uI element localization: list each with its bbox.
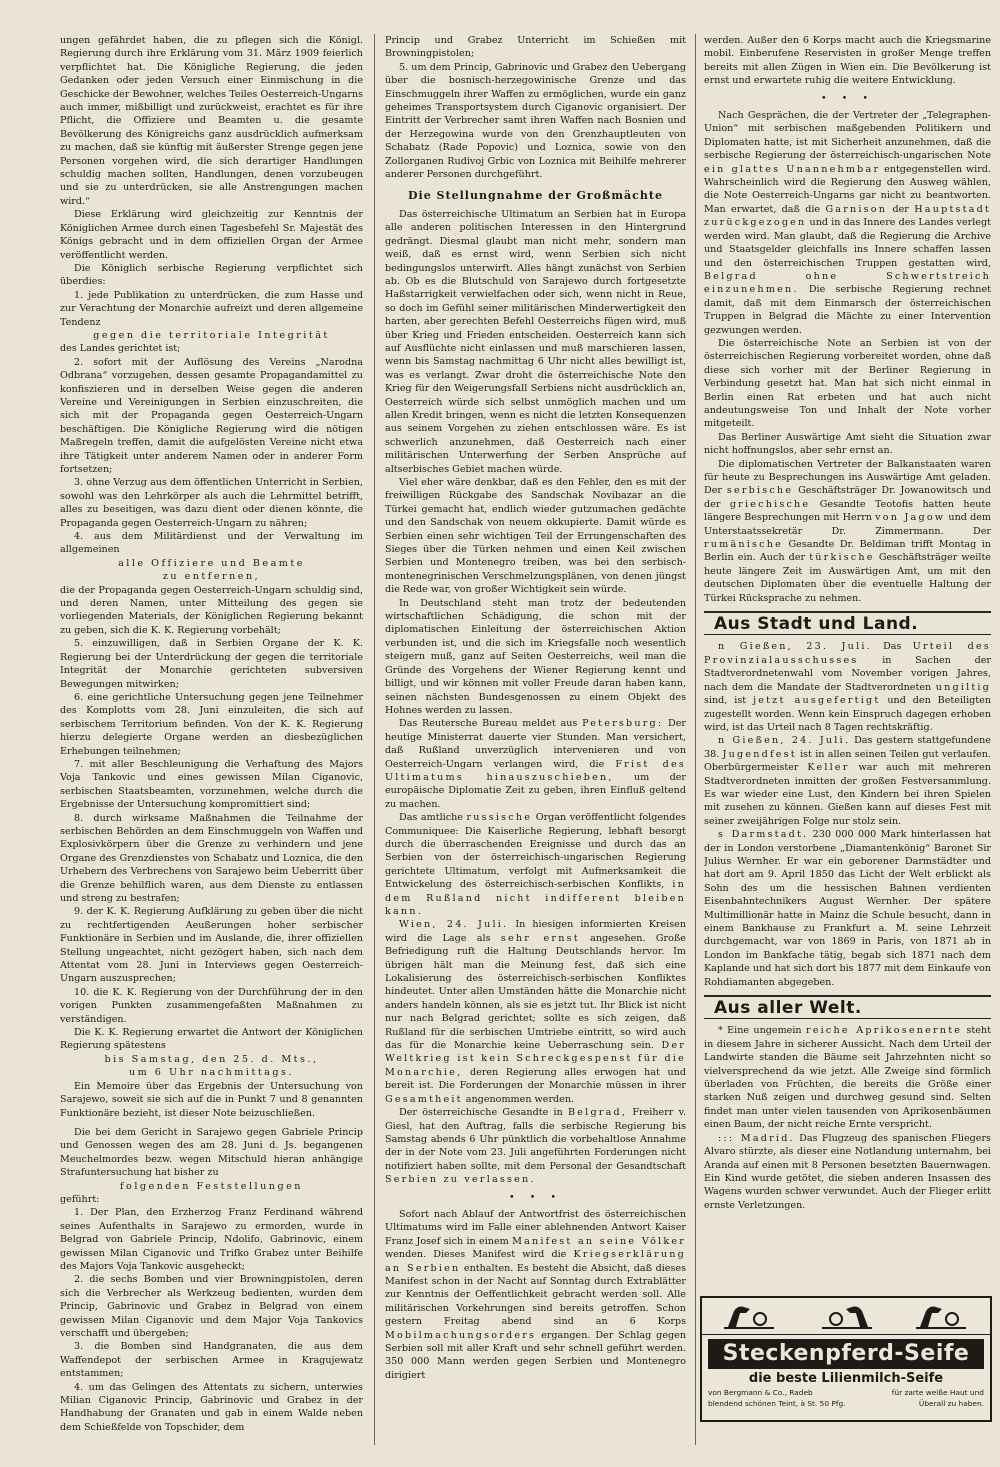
paragraph: Die österreichische Note an Serbien ist von der österreichischen Regierung vorbereitet worden, ohne daß diese sich vorher mit der Berliner Regierung in Verbindung gesetzt hat. Man hat sich nicht einmal in Berlin einen Rat erbeten und hat auch nicht andeutungsweise Ton und Inhalt der Note vorher mitgeteilt.	[704, 337, 991, 430]
text-run: ist in allen seinen Teilen gut verlaufen. Oberbürgermeister	[704, 748, 991, 774]
ad-fineprint: Überall zu haben.	[918, 1399, 984, 1408]
paragraph	[704, 1132, 991, 1212]
ad-fineprint: blendend schönen Teint, à St. 50 Pfg.	[708, 1399, 846, 1408]
spaced-line: zu entfernen,	[162, 571, 261, 583]
paragraph	[704, 640, 991, 734]
paragraph	[385, 717, 686, 811]
ad-brand-name: Steckenpferd-Seife	[708, 1339, 984, 1369]
column-3	[704, 34, 991, 1291]
text-run: der	[892, 203, 909, 215]
hobby-horse-icon	[912, 1301, 972, 1331]
spaced-run: Hauptstadt zurückgezogen	[704, 203, 991, 229]
section-banner-world: Aus aller Welt.	[704, 995, 991, 1019]
hobby-horse-icon	[816, 1301, 876, 1331]
spaced-line: folgenden Feststellungen	[120, 1180, 303, 1192]
text-run: 230 000 000 Mark hinterlassen hat der in London verstorbene „Diamantenkönig“ Baronet Sir Julius Wernher. Er war ein geborener Darmstädter und hat dort am 9. April 1850 das Licht der Welt erblickt als Sohn des um die hessischen Bahnen verdienten Eisenbahntechnikers August Wernher. Der spätere Multimillionär hatte in Mainz die Schule besucht, dann in einem Bankhause zu Frankfurt a. M. seine Lehrzeit durchgemacht, war von 1869 in Paris, von 1871 ab in London im Bankfache tätig, begab sich 1871 nach dem Kaplande und hat sich dort bis 1877 mit dem Einkaufe von Rohdiamanten abgegeben.	[704, 829, 991, 988]
paragraph: des Landes gerichtet ist;	[60, 343, 181, 355]
text-run: angenommen werden.	[465, 1093, 575, 1105]
spaced-run: rumänische	[704, 539, 783, 551]
paragraph: 2. sofort mit der Auflösung des Vereins „Narodna Odbrana“ vorzugehen, dessen gesamte Propagandamittel zu konfiszieren und in derselben Weise gegen die anderen Vereine und Vereinigungen in Serbien einzuschreiten, die sich mit der Propaganda gegen Oesterreich-Ungarn beschäftigen. Die Königliche Regierung wird die nötigen Maßregeln treffen, damit die aufgelösten Vereine nicht etwa ihre Tätigkeit unter anderem Namen oder in anderer Form fortsetzen;	[60, 356, 363, 475]
spaced-run: griechische	[729, 498, 811, 510]
paragraph	[385, 1106, 686, 1186]
text-run: steht in diesem Jahre in sicherer Aussicht. Nach dem Urteil der Landwirte standen die Bäume seit Jahrzehnten nicht so vielversprechend da wie jetzt. Alle Zweige sind förmlich überladen von Früchten, die bereits die Größe einer starken Nuß zeigen und durchweg gesund sind. Selten findet man unter vielen tausenden von Aprikosenbäumen einen Baum, der nicht reiche Ernte verspricht.	[704, 1025, 991, 1131]
paragraph: Princip und Grabez Unterricht im Schießen mit Browningpistolen;	[385, 35, 686, 60]
text-run: In hiesigen informierten Kreisen wird die Lage als	[385, 919, 686, 944]
spaced-run: Petersburg:	[582, 718, 664, 730]
paragraph: Viel eher wäre denkbar, daß es den Fehler, den es mit der freiwilligen Rückgabe des Sandschak Novibazar an die Türkei gemacht hat, endlich wieder gutzumachen gedächte und den Sandschak von neuem okkupierte. Damit würde es Serbien einen sehr wichtigen Teil der Errungenschaften des Sieges über die Türken nehmen und einen Keil zwischen Serbien und Montenegro treiben, was bei den serbisch-montenegrinischen Verschmelzungsplänen, von denen jüngst die Rede war, von großer Wichtigkeit sein würde.	[385, 477, 686, 596]
paragraph: 4. aus dem Militärdienst und der Verwaltung im allgemeinen	[60, 531, 363, 556]
spaced-line: um 6 Uhr nachmittags.	[128, 1067, 295, 1079]
dateline: n Gießen, 23. Juli.	[718, 641, 872, 653]
spaced-run: jetzt ausgefertigt	[753, 695, 881, 707]
paragraph: Die Königlich serbische Regierung verpflichtet sich überdies:	[60, 262, 363, 288]
ad-fineprint-row	[702, 1386, 990, 1397]
spaced-run: russische	[466, 812, 533, 824]
text-run: Geschäftsträger Dr. Jowanowitsch und der	[704, 485, 991, 510]
text-run: Organ veröffentlicht folgendes Communiquee: Die Kaiserliche Regierung, lebhaft besorgt durch die überraschenden Ereignisse und durch das an Serbien von der österreichisch-ungarischen Regierung gerichtete Ultimatum, verfolgt mit Aufmerksamkeit die Entwickelung des österreichisch-serbischen Konflikts,	[385, 812, 686, 891]
paragraph: Diese Erklärung wird gleichzeitig zur Kenntnis der Königlichen Armee durch einen Tagesbefehl Sr. Majestät des Königs gebracht und in dem offiziellen Organ der Armee veröffentlicht werden.	[60, 209, 363, 261]
spaced-run: von Jagow	[875, 512, 946, 524]
spaced-line: gegen die territoriale Integrität	[93, 329, 330, 341]
section-banner-local: Aus Stadt und Land.	[704, 611, 991, 635]
text-run: um der europäische Diplomatie Zeit zu geben, ihren Einfluß geltend zu machen.	[385, 771, 686, 810]
dateline: n Gießen, 24. Juli.	[718, 735, 851, 747]
text-run: entgegenstellen wird. Wahrscheinlich wird die Regierung den Ausweg wählen, die Note Oesterreich-Ungarns gar nicht zu beantworten. Man erwartet, daß die	[704, 163, 991, 215]
dateline: Wien, 24. Juli.	[399, 919, 509, 931]
dateline: s Darmstadt.	[718, 829, 809, 841]
paragraph: 6. eine gerichtliche Untersuchung gegen jene Teilnehmer des Komplotts vom 28. Juni einzuleiten, die sich auf serbischem Territorium befinden. Von der K. K. Regierung hierzu delegierte Organe werden an diesbezüglichen Erhebungen teilnehmen;	[60, 691, 363, 757]
spaced-line: bis Samstag, den 25. d. Mts.,	[104, 1053, 319, 1065]
text-run: enthalten. Es besteht die Absicht, daß dieses Manifest schon in der Nacht auf Sonntag durch Extrablätter zur Kenntnis der Oeffentlichkeit gebracht werden soll. Alle militärischen Vorkehrungen sind bereits getroffen. Schon gestern Freitag abend sind an 6 Korps	[385, 1262, 686, 1328]
text-run: Gesandte Dr. Beldiman trifft Montag in Berlin ein. Auch der	[704, 539, 991, 564]
paragraph: 3. ohne Verzug aus dem öffentlichen Unterricht in Serbien, sowohl was den Lehrkörper als auch die Lehrmittel betrifft, alles zu beseitigen, was dazu dient oder dienen könnte, die Propaganda gegen Oesterreich-Ungarn zu nähren;	[60, 477, 363, 529]
ad-fineprint-row	[702, 1397, 990, 1408]
paragraph: 1. Der Plan, den Erzherzog Franz Ferdinand während seines Aufenthalts in Sarajewo zu ermorden, wurde in Belgrad von Gabriele Princip, Ndolifo, Gabrinovic, einem gewissen Milan Ciganovic und Trifko Grabez unter Beihilfe des Majors Voja Tankovic ausgeheckt;	[60, 1207, 363, 1272]
paragraph	[704, 734, 991, 828]
paragraph: 8. durch wirksame Maßnahmen die Teilnahme der serbischen Behörden an dem Einschmuggeln von Waffen und Explosivkörpern über die Grenze zu verhindern und jene Organe des Grenzdienstes von Schabatz und Loznica, die den Urhebern des Verbrechens von Sarajewo beim Ueberritt über die Grenze behilflich waren, aus dem Dienste zu entlassen und streng zu bestrafen;	[60, 812, 363, 904]
text-run: und dem Unterstaatssekretär Dr. Zimmermann. Der	[704, 512, 991, 537]
column-rule	[374, 34, 375, 1445]
text-run: und den Beteiligten zugestellt worden. Wenn kein Einspruch dagegen erhoben wird, ist das Urteil nach 8 Tagen rechtskräftig.	[704, 695, 991, 733]
text-run: angesehen. Große Befriedigung ruft die Haltung Deutschlands hervor. Im übrigen hält man die Meinung fest, daß sich eine Lokalisierung des österreichisch-serbischen Konfliktes hindeutet. Unter allen Umständen hätte die Monarchie nicht anders handeln können, als sie es jetzt tut. Ihr Blick ist nicht nur nach Belgrad gerichtet; sollte es sich zeigen, daß Rußland für die serbischen Umtriebe eintritt, so wird auch das für die Monarchie keine Ueberraschung sein.	[385, 932, 686, 1052]
spaced-run: Urteil des Provinzialausschusses	[704, 641, 991, 666]
text-run: Der österreichische Gesandte in	[399, 1107, 563, 1119]
text-run: Das	[883, 641, 902, 653]
paragraph: Die K. K. Regierung erwartet die Antwort der Königlichen Regierung spätestens	[60, 1027, 363, 1052]
spaced-run: Kriegserklärung an Serbien	[385, 1249, 686, 1274]
paragraph: 9. der K. K. Regierung Aufklärung zu geben über die nicht zu rechtfertigenden Aeußerungen hoher serbischer Funktionäre in Serbien und im Auslande, die, ihrer offiziellen Stellung ungeachtet, nicht gezögert haben, sich nach dem Attentat vom 28. Juni in Interviews gegen Oesterreich-Ungarn auszusprechen;	[60, 906, 363, 985]
text-run: Sofort nach Ablauf der Antwortfrist des österreichischen Ultimatums wird im Falle einer ablehnenden Antwort Kaiser Franz Josef sich in einem	[385, 1208, 686, 1247]
paragraph: Die bei dem Gericht in Sarajewo gegen Gabriele Princip und Genossen wegen des am 28. Juni d. Js. begangenen Meuchelmordes bezw. wegen Mitschuld hieran anhängige Strafuntersuchung hat bisher zu	[60, 1126, 363, 1179]
text-run: in Sachen der Stadtverordnetenwahl vom November vorigen Jahres, nach dem die Mandate der Stadtverordneten	[704, 654, 991, 693]
ad-fineprint: für zarte weiße Haut und	[891, 1388, 984, 1397]
text-run: Nach Gesprächen, die der Vertreter der „Telegraphen-Union“ mit serbischen maßgebenden Politikern und Diplomaten hatte, ist mit Sicherheit anzunehmen, daß die serbische Regierung der österreichisch-ungarischen Note	[704, 110, 991, 162]
dateline: ::: Madrid.	[718, 1132, 795, 1144]
spaced-run: Serbien zu verlassen.	[385, 1174, 536, 1186]
ad-ornament-row	[702, 1298, 990, 1335]
text-run: ergangen. Der Schlag gegen Serbien soll mit aller Kraft und sehr schnell geführt werden. 350 000 Mann werden gegen Serbien und Montenegro dirigiert	[385, 1329, 686, 1381]
text-run: Das amtliche	[399, 812, 463, 824]
paragraph	[385, 918, 686, 1106]
text-run: Das Flugzeug des spanischen Fliegers Alvaro stürzte, als dieser eine Notlandung unternahm, bei Aranda auf einen mit 8 Personen besetzten Bauernwagen. Ein Kind wurde getötet, die sieben anderen Insassen des Wagens wurden schwer verwundet. Auch der Flieger erlitt ernste Verletzungen.	[704, 1132, 991, 1211]
paragraph	[385, 1208, 686, 1382]
spaced-run: Keller	[807, 762, 850, 774]
spaced-run: Belgrad ohne Schwertstreich einzunehmen.	[704, 270, 991, 296]
spaced-run: serbische	[726, 485, 794, 497]
spaced-run: ungiltig	[935, 681, 991, 693]
text-run: Das Reutersche Bureau meldet aus	[399, 718, 578, 730]
text-run: Gesandte Teotofis hatten heute längere Besprechungen mit Herrn	[704, 498, 991, 524]
text-run: und in das Innere des Landes verlegt werden wird. Man glaubt, daß die Regierung die Archive und Staatsgelder gleichfalls ins Innere schaffen lassen und den österreichischen Truppen gestatten wird,	[704, 217, 991, 269]
spaced-run: Der Weltkrieg ist kein Schreckgespenst für die Monarchie,	[385, 1040, 686, 1078]
spaced-run: Garnison	[825, 203, 888, 215]
text-run: deren Regierung alles erwogen hat und bereit ist. Die Forderungen der Monarchie müssen in ihrer	[385, 1066, 686, 1092]
paragraph: 4. um das Gelingen des Attentats zu sichern, unterwies Milian Ciganovic Princip, Gabrinovic und Grabez in der Handhabung der Granaten und gab in einem Walde neben dem Schießfelde von Topschider, dem	[60, 1381, 363, 1433]
text-run: Die serbische Regierung rechnet damit, daß mit dem Einmarsch der österreichischen Truppen in Belgrad die Mächte zu einer Intervention gezwungen werden.	[704, 284, 991, 336]
spaced-run: türkische	[809, 552, 875, 564]
spaced-run: Gesamtheit	[385, 1093, 463, 1105]
text-run: sind, ist	[704, 695, 747, 707]
spaced-run: sehr ernst	[500, 932, 580, 944]
text-run: * Eine ungemein	[718, 1025, 802, 1037]
text-run: Geschäftsträger weilte heute längere Zeit im Auswärtigen Amt, um mit den deutschen Diplomaten über die eventuelle Haltung der Türkei Rücksprache zu nehmen.	[704, 552, 991, 604]
paragraph: Das Berliner Auswärtige Amt sieht die Situation zwar nicht hoffnungslos, aber sehr ernst an.	[704, 431, 991, 457]
ad-fineprint: von Bergmann & Co., Radeb	[708, 1388, 813, 1397]
text-run: Der heutige Ministerrat dauerte vier Stunden. Man versichert, daß Rußland unverzüglich intervenieren und von Oesterreich-Ungarn verlangen wird, die	[385, 718, 686, 770]
paragraph: 2. die sechs Bomben und vier Browningpistolen, deren sich die Verbrecher als Werkzeug bedienten, wurden dem Princip, Gabrinovic und Grabez in Belgrad von einem gewissen Milan Ciganovic und dem Major Voja Tankovics verschafft und übergeben;	[60, 1274, 363, 1339]
spaced-run: in dem Rußland nicht indifferent bleiben kann.	[385, 879, 686, 917]
spaced-run: ein glattes Unannehmbar	[704, 163, 881, 175]
text-run: Die diplomatischen Vertreter der Balkanstaaten waren für heute zu Besprechungen ins Auswärtige Amt geladen. Der	[704, 458, 991, 497]
paragraph	[704, 828, 991, 989]
paragraph: Das österreichische Ultimatum an Serbien hat in Europa alle anderen politischen Interessen in den Hintergrund gedrängt. Diesmal glaubt man nicht mehr, sondern man weiß, daß es ernst wird, wenn Serbien sich nicht bedingungslos unterwirft. Alles hängt zunächst von Serbien ab. Ob es die Blutschuld von Sarajewo durch fortgesetzte Haßstarrigkeit verwielfachen oder sich, wenn nicht in Reue, so doch im Gefühl seiner militärischen Minderwertigkeit den harten, aber gerechten Befehl Oesterreichs fügen wird, muß über Krieg und Frieden entscheiden. Oesterreich kann sich auf Ausflüchte nicht einlassen und muß marschieren lassen, wenn bis Samstag nachmittag 6 Uhr nicht alles bewilligt ist, was es verlangt. Zwar droht die österreichische Note den Krieg für den Weigerungsfall Serbiens nicht ausdrücklich an, Oesterreich würde sich selbst unmöglich machen und um allen Kredit bringen, wenn es nicht die letzten Konsequenzen aus seinem Vorgehen zu ziehen entschlossen wäre. Es ist schwerlich anzunehmen, daß Oesterreich nach einer militärischen Unterwerfung der Serben Ansprüche auf altserbisches Gebiet machen würde.	[385, 208, 686, 475]
paragraph	[385, 811, 686, 918]
separator-dots: • • •	[820, 92, 875, 104]
paragraph: 5. einzuwilligen, daß in Serbien Organe der K. K. Regierung bei der Unterdrückung der gegen die territoriale Integrität der Monarchie gerichteten subversiven Bewegungen mitwirken;	[60, 638, 363, 690]
paragraph	[704, 458, 991, 605]
column-2	[385, 34, 686, 1445]
spaced-run: Manifest an seine Völker	[512, 1235, 686, 1247]
text-run: Freiherr v. Giesl, hat den Auftrag, falls die serbische Regierung bis Samstag abends 6 Uhr pünktlich die vorbehaltlose Annahme der in der Note vom 23. Juli angeführten Forderungen nicht notifiziert haben sollte, mit dem Personal der Gesandtschaft	[385, 1107, 686, 1172]
column-rule	[695, 34, 696, 1445]
paragraph: 10. die K. K. Regierung von der Durchführung der in den vorigen Punkten zusammengefaßten Maßnahmen zu verständigen.	[60, 986, 363, 1025]
text-run: Das gestern stattgefundene 38.	[704, 735, 991, 760]
paragraph: In Deutschland steht man trotz der bedeutenden wirtschaftlichen Schädigung, die schon mit der diplomatischen Einleitung der österreichischen Aktion verbunden ist, und die sich im Kriegsfalle noch wesentlich steigern muß, ganz auf Seiten Oesterreichs, weil man die Gründe des Vorgehens der Wiener Regierung kennt und billigt, und wir können mit voller Freude daran haben kann, seinen nächsten Bundesgenossen zu einem Objekt des Hohnes werden zu lassen.	[385, 597, 686, 716]
spaced-run: reiche Aprikosenernte	[805, 1025, 963, 1037]
spaced-run: Mobilmachungsorders	[385, 1329, 537, 1341]
paragraph: 3. die Bomben sind Handgranaten, die aus dem Waffendepot der serbischen Armee in Kragujewatz entstammen;	[60, 1341, 363, 1380]
spaced-run: Belgrad,	[568, 1107, 628, 1119]
paragraph: Ein Memoire über das Ergebnis der Untersuchung von Sarajewo, soweit sie sich auf die in Punkt 7 und 8 genannten Funktionäre bezieht, ist dieser Note beizuschließen.	[60, 1080, 363, 1119]
paragraph: 1. jede Publikation zu unterdrücken, die zum Hasse und zur Verachtung der Monarchie aufreizt und deren allgemeine Tendenz	[60, 289, 363, 328]
paragraph: ungen gefährdet haben, die zu pflegen sich die Königl. Regierung durch ihre Erklärung vom 31. März 1909 feierlich verpflichtet hat. Die Königliche Regierung, die jeden Gedanken oder jeden Versuch einer Einmischung in die Geschicke der Bewohner, welches Teiles Oesterreich-Ungarns auch immer, mißbilligt und zurückweist, erachtet es für ihre Pflicht, die Offiziere und Beamten u. die gesamte Bevölkerung des Königreichs ganz ausdrücklich aufmerksam zu machen, daß sie künftig mit äußerster Strenge gegen jene Personen vorgehen wird, die sich derartiger Handlungen schuldig machen sollten, Handlungen, denen vorzubeugen und sie zu unterdrücken, sie alle Anstrengungen machen wird.“	[60, 35, 363, 207]
section-heading: Die Stellungnahme der Großmächte	[408, 189, 663, 203]
soap-advertisement	[700, 1296, 992, 1422]
paragraph: 7. mit aller Beschleunigung die Verhaftung des Majors Voja Tankovic und eines gewissen Milan Ciganovic, serbischen Staatsbeamten, vorzunehmen, welche durch die Ergebnisse der Untersuchung kompromittiert sind;	[60, 758, 363, 811]
paragraph	[704, 109, 991, 337]
ad-tagline: die beste Lilienmilch-Seife	[748, 1371, 944, 1386]
paragraph: werden. Außer den 6 Korps macht auch die Kriegsmarine mobil. Einberufene Reservisten in großer Menge treffen bereits mit allen Zügen in Wien ein. Die Bevölkerung ist ernst und erwartete ruhig die weitere Entwicklung.	[704, 35, 991, 87]
separator-dots: • • •	[508, 1191, 563, 1203]
text-run: war auch mit mehreren Stadtverordneten inmitten der großen Festversammlung. Es war wieder eine Lust, den Kindern bei ihren Spielen mit zusehen zu können. Gießen kann auf dieses Fest mit seiner zweijährigen Folge nur stolz sein.	[704, 762, 991, 827]
spaced-run: Frist des Ultimatums hinauszuschieben,	[385, 758, 686, 783]
column-1	[60, 34, 363, 1445]
paragraph: 5. um dem Princip, Gabrinovic und Grabez den Uebergang über die bosnisch-herzegowinische Grenze und das Einschmuggeln ihrer Waffen zu ermöglichen, wurde ein ganz geheimes Transportsystem durch Ciganovic organisiert. Der Eintritt der Verbrecher samt ihren Waffen nach Bosnien und der Herzegowina wurde von den Grenzhauptleuten von Schabatz (Rade Popovic) und Loznica, sowie von den Zollorganen Rudivoj Grbic von Loznica mit Beihilfe mehrerer anderer Personen durchgeführt.	[385, 61, 686, 181]
paragraph	[704, 1024, 991, 1131]
spaced-run: Jugendfest	[722, 748, 797, 760]
spaced-line: alle Offiziere und Beamte	[118, 557, 305, 569]
hobby-horse-icon	[720, 1301, 780, 1331]
paragraph: geführt:	[60, 1193, 100, 1205]
paragraph: die der Propaganda gegen Oesterreich-Ungarn schuldig sind, und deren Namen, unter Mitteilung des gegen sie vorliegenden Materials, der Königlichen Regierung bekannt zu geben, sich die K. K. Regierung vorbehält;	[60, 584, 363, 636]
text-run: wenden. Dieses Manifest wird die	[385, 1249, 567, 1261]
